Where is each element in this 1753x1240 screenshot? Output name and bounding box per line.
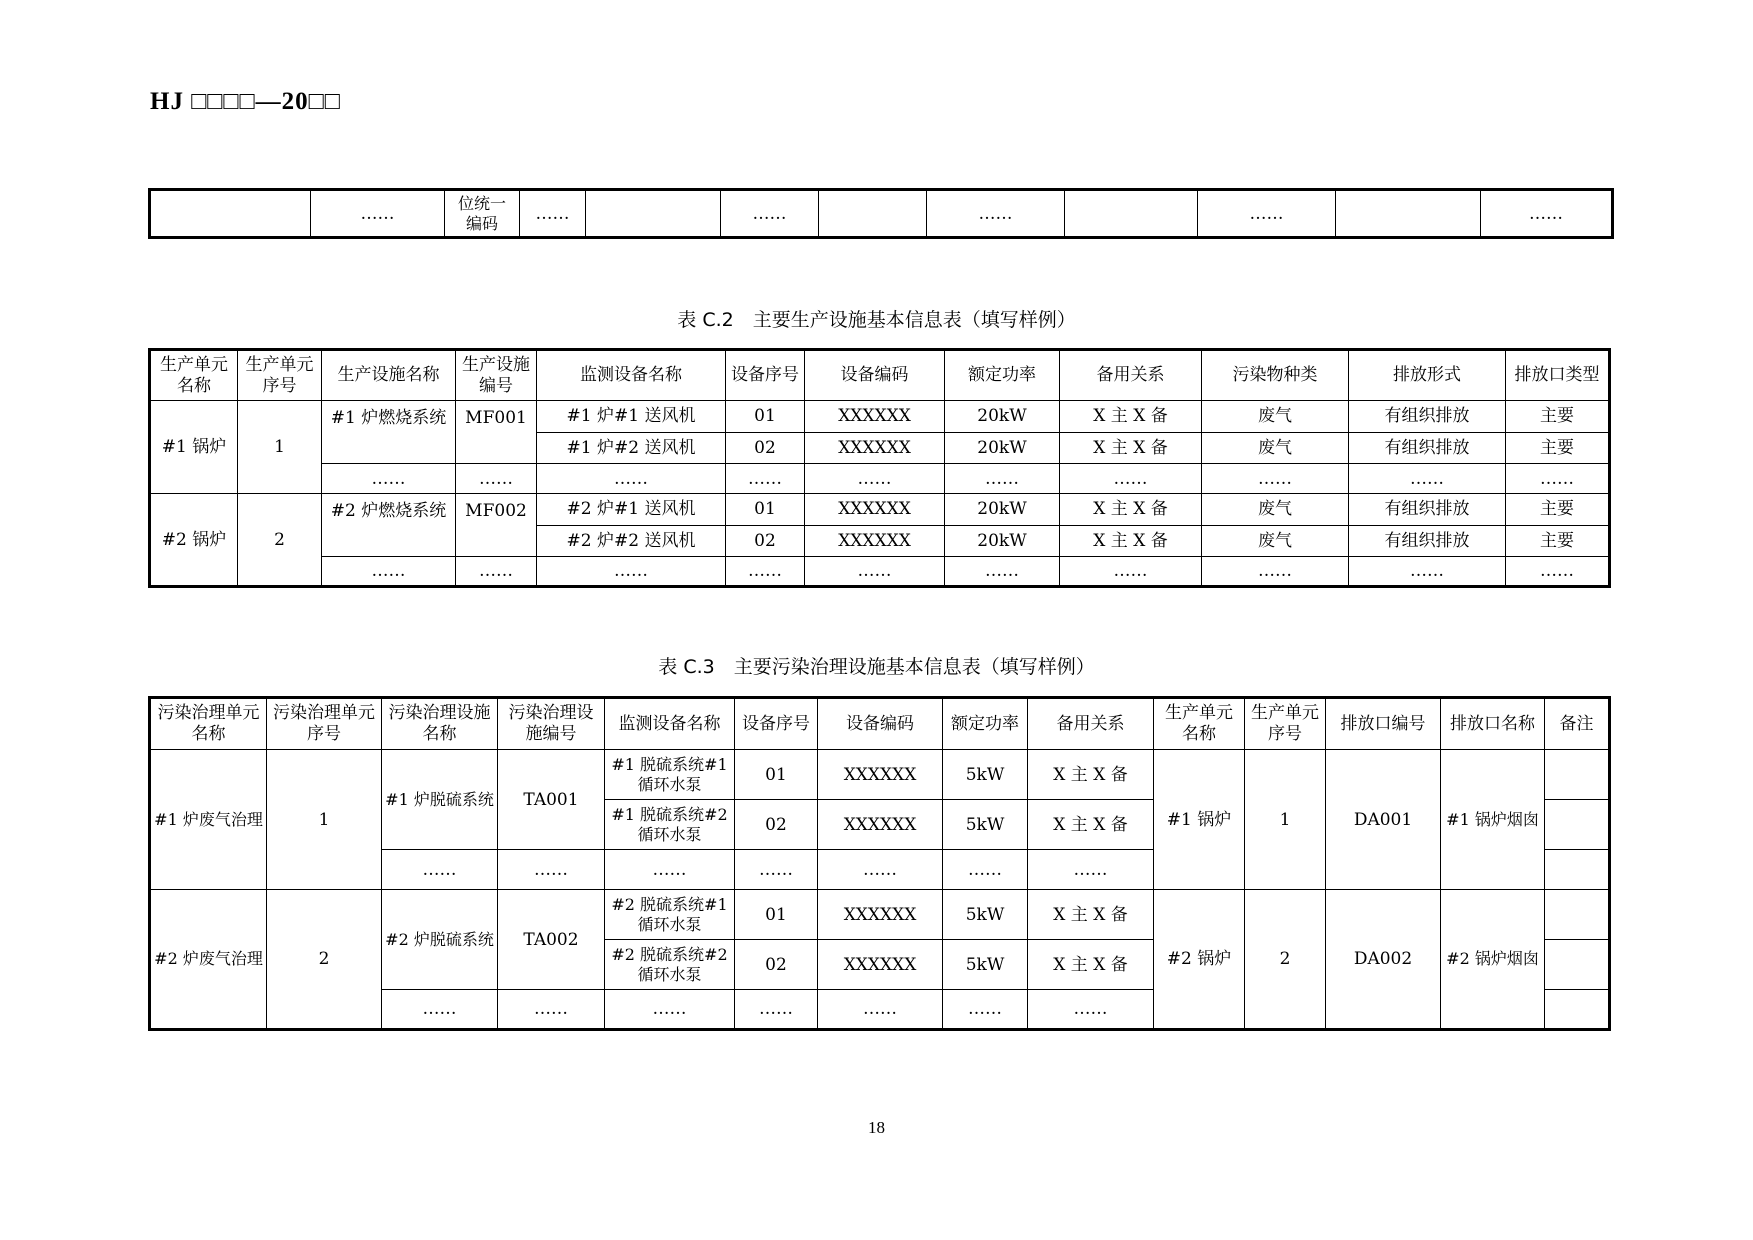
facility-name: #1 炉燃烧系统 [322,401,456,464]
table-cell: X 主 X 备 [1060,432,1202,464]
ellipsis-cell: …… [1060,557,1202,587]
column-header: 生产单元 序号 [1245,698,1326,750]
continued-cell: …… [311,190,445,238]
table-cell: XXXXXX [818,940,943,990]
column-header: 生产单元 名称 [150,350,238,401]
remarks-cell [1545,990,1610,1030]
table-cell: X 主 X 备 [1060,525,1202,557]
continued-cell: …… [1198,190,1336,238]
continued-cell [1336,190,1481,238]
column-header: 生产单元 名称 [1154,698,1245,750]
ellipsis-cell: …… [818,850,943,890]
ellipsis-row [150,557,1610,587]
outlet-name: #2 锅炉烟囱 [1441,890,1545,1030]
remarks-cell [1545,890,1610,940]
table-cell: 5kW [943,890,1028,940]
table-row [150,401,1610,433]
table-cell: XXXXXX [805,401,945,433]
table-c3 [148,696,1611,1031]
ellipsis-cell: …… [818,990,943,1030]
ellipsis-cell: …… [726,464,805,494]
table-cell: 20kW [945,525,1060,557]
column-header: 生产设施名称 [322,350,456,401]
table-cell: 废气 [1202,401,1349,433]
table-cell: XXXXXX [818,750,943,800]
table-cell: 主要 [1506,432,1610,464]
table-cell: #1 炉#2 送风机 [537,432,726,464]
table-cell: 02 [735,800,818,850]
standard-code-header: HJ □□□□—20□□ [150,88,341,115]
table-cell: 主要 [1506,525,1610,557]
column-header: 备注 [1545,698,1610,750]
ellipsis-cell: …… [382,850,498,890]
ellipsis-cell: …… [1202,557,1349,587]
ellipsis-cell: …… [382,990,498,1030]
continued-cell [1065,190,1198,238]
continued-table-row [150,190,1613,238]
table-cell: 主要 [1506,401,1610,433]
treatment-facility-no: TA002 [498,890,605,990]
ellipsis-cell: …… [1202,464,1349,494]
table-row [150,890,1610,940]
continued-cell: …… [1481,190,1613,238]
table-cell: XXXXXX [805,525,945,557]
column-header: 排放形式 [1349,350,1506,401]
production-unit-name: #2 锅炉 [1154,890,1245,1030]
table-cell: 废气 [1202,494,1349,526]
production-unit-no: 2 [1245,890,1326,1030]
column-header: 额定功率 [943,698,1028,750]
table-cell: 02 [735,940,818,990]
table-c2-caption: 表 C.2 主要生产设施基本信息表（填写样例） [677,309,1076,331]
table-cell: 有组织排放 [1349,401,1506,433]
table-c2 [148,348,1611,588]
ellipsis-cell: …… [1349,464,1506,494]
table-cell: X 主 X 备 [1028,800,1154,850]
production-unit-no: 1 [238,401,322,494]
remarks-cell [1545,800,1610,850]
page-number: 18 [868,1118,885,1137]
table-cell: X 主 X 备 [1028,940,1154,990]
table-cell: 02 [726,525,805,557]
table-cell: X 主 X 备 [1060,494,1202,526]
continued-table [148,188,1614,239]
facility-name: #2 炉燃烧系统 [322,494,456,557]
ellipsis-cell: …… [943,850,1028,890]
table-cell: 01 [726,401,805,433]
production-unit-no: 1 [1245,750,1326,890]
treatment-facility-name: #2 炉脱硫系统 [382,890,498,990]
column-header: 排放口名称 [1441,698,1545,750]
continued-cell [586,190,721,238]
continued-cell [819,190,927,238]
column-header: 额定功率 [945,350,1060,401]
table-cell: 20kW [945,494,1060,526]
ellipsis-cell: …… [1060,464,1202,494]
table-c3-caption: 表 C.3 主要污染治理设施基本信息表（填写样例） [658,656,1095,678]
table-cell: XXXXXX [818,890,943,940]
ellipsis-cell: …… [805,557,945,587]
table-cell: 01 [726,494,805,526]
ellipsis-cell: …… [1028,850,1154,890]
ellipsis-cell: …… [322,464,456,494]
table-cell: 5kW [943,750,1028,800]
table-header-row [150,698,1610,750]
ellipsis-cell: …… [735,850,818,890]
column-header: 污染治理设施 名称 [382,698,498,750]
production-unit-name: #2 锅炉 [150,494,238,587]
ellipsis-cell: …… [735,990,818,1030]
column-header: 生产设施 编号 [456,350,537,401]
ellipsis-cell: …… [1506,464,1610,494]
table-cell: 5kW [943,940,1028,990]
table-cell: 20kW [945,432,1060,464]
ellipsis-cell: …… [945,557,1060,587]
table-cell: 01 [735,750,818,800]
treatment-unit-name: #2 炉废气治理 [150,890,267,1030]
table-cell: 主要 [1506,494,1610,526]
ellipsis-cell: …… [322,557,456,587]
table-cell: #2 脱硫系统#1 循环水泵 [605,890,735,940]
table-cell: X 主 X 备 [1028,890,1154,940]
column-header: 生产单元 序号 [238,350,322,401]
column-header: 监测设备名称 [605,698,735,750]
treatment-facility-name: #1 炉脱硫系统 [382,750,498,850]
continued-cell: …… [721,190,819,238]
table-cell: 有组织排放 [1349,525,1506,557]
ellipsis-cell: …… [943,990,1028,1030]
treatment-unit-name: #1 炉废气治理 [150,750,267,890]
production-unit-name: #1 锅炉 [150,401,238,494]
column-header: 备用关系 [1028,698,1154,750]
column-header: 设备编码 [805,350,945,401]
outlet-no: DA001 [1326,750,1441,890]
table-cell: #1 脱硫系统#1 循环水泵 [605,750,735,800]
remarks-cell [1545,850,1610,890]
ellipsis-cell: …… [537,464,726,494]
continued-cell: 位统一 编码 [445,190,520,238]
table-cell: 01 [735,890,818,940]
table-cell: X 主 X 备 [1028,750,1154,800]
table-cell: #1 脱硫系统#2 循环水泵 [605,800,735,850]
table-cell: 20kW [945,401,1060,433]
table-cell: #2 炉#2 送风机 [537,525,726,557]
table-cell: XXXXXX [805,432,945,464]
ellipsis-cell: …… [726,557,805,587]
column-header: 污染治理单元 名称 [150,698,267,750]
continued-cell: …… [927,190,1065,238]
treatment-unit-no: 1 [267,750,382,890]
ellipsis-cell: …… [456,464,537,494]
table-cell: XXXXXX [818,800,943,850]
table-cell: X 主 X 备 [1060,401,1202,433]
ellipsis-cell: …… [1349,557,1506,587]
ellipsis-cell: …… [1506,557,1610,587]
column-header: 设备编码 [818,698,943,750]
facility-no: MF002 [456,494,537,557]
ellipsis-cell: …… [537,557,726,587]
table-cell: 02 [726,432,805,464]
column-header: 设备序号 [726,350,805,401]
remarks-cell [1545,940,1610,990]
table-row [150,750,1610,800]
column-header: 污染治理单元 序号 [267,698,382,750]
column-header: 污染物种类 [1202,350,1349,401]
continued-cell: …… [520,190,586,238]
table-cell: 废气 [1202,525,1349,557]
table-cell: 有组织排放 [1349,494,1506,526]
table-cell: XXXXXX [805,494,945,526]
ellipsis-cell: …… [456,557,537,587]
ellipsis-row [150,464,1610,494]
treatment-facility-no: TA001 [498,750,605,850]
table-cell: 有组织排放 [1349,432,1506,464]
ellipsis-cell: …… [945,464,1060,494]
outlet-name: #1 锅炉烟囱 [1441,750,1545,890]
ellipsis-cell: …… [805,464,945,494]
remarks-cell [1545,750,1610,800]
column-header: 备用关系 [1060,350,1202,401]
continued-cell [150,190,311,238]
table-cell: 废气 [1202,432,1349,464]
facility-no: MF001 [456,401,537,464]
ellipsis-cell: …… [605,990,735,1030]
table-header-row [150,350,1610,401]
table-cell: #1 炉#1 送风机 [537,401,726,433]
production-unit-no: 2 [238,494,322,587]
ellipsis-cell: …… [1028,990,1154,1030]
table-cell: #2 脱硫系统#2 循环水泵 [605,940,735,990]
table-cell: 5kW [943,800,1028,850]
ellipsis-cell: …… [498,990,605,1030]
column-header: 监测设备名称 [537,350,726,401]
outlet-no: DA002 [1326,890,1441,1030]
column-header: 排放口类型 [1506,350,1610,401]
table-row [150,494,1610,526]
ellipsis-cell: …… [498,850,605,890]
production-unit-name: #1 锅炉 [1154,750,1245,890]
column-header: 污染治理设 施编号 [498,698,605,750]
treatment-unit-no: 2 [267,890,382,1030]
column-header: 设备序号 [735,698,818,750]
ellipsis-cell: …… [605,850,735,890]
table-cell: #2 炉#1 送风机 [537,494,726,526]
column-header: 排放口编号 [1326,698,1441,750]
